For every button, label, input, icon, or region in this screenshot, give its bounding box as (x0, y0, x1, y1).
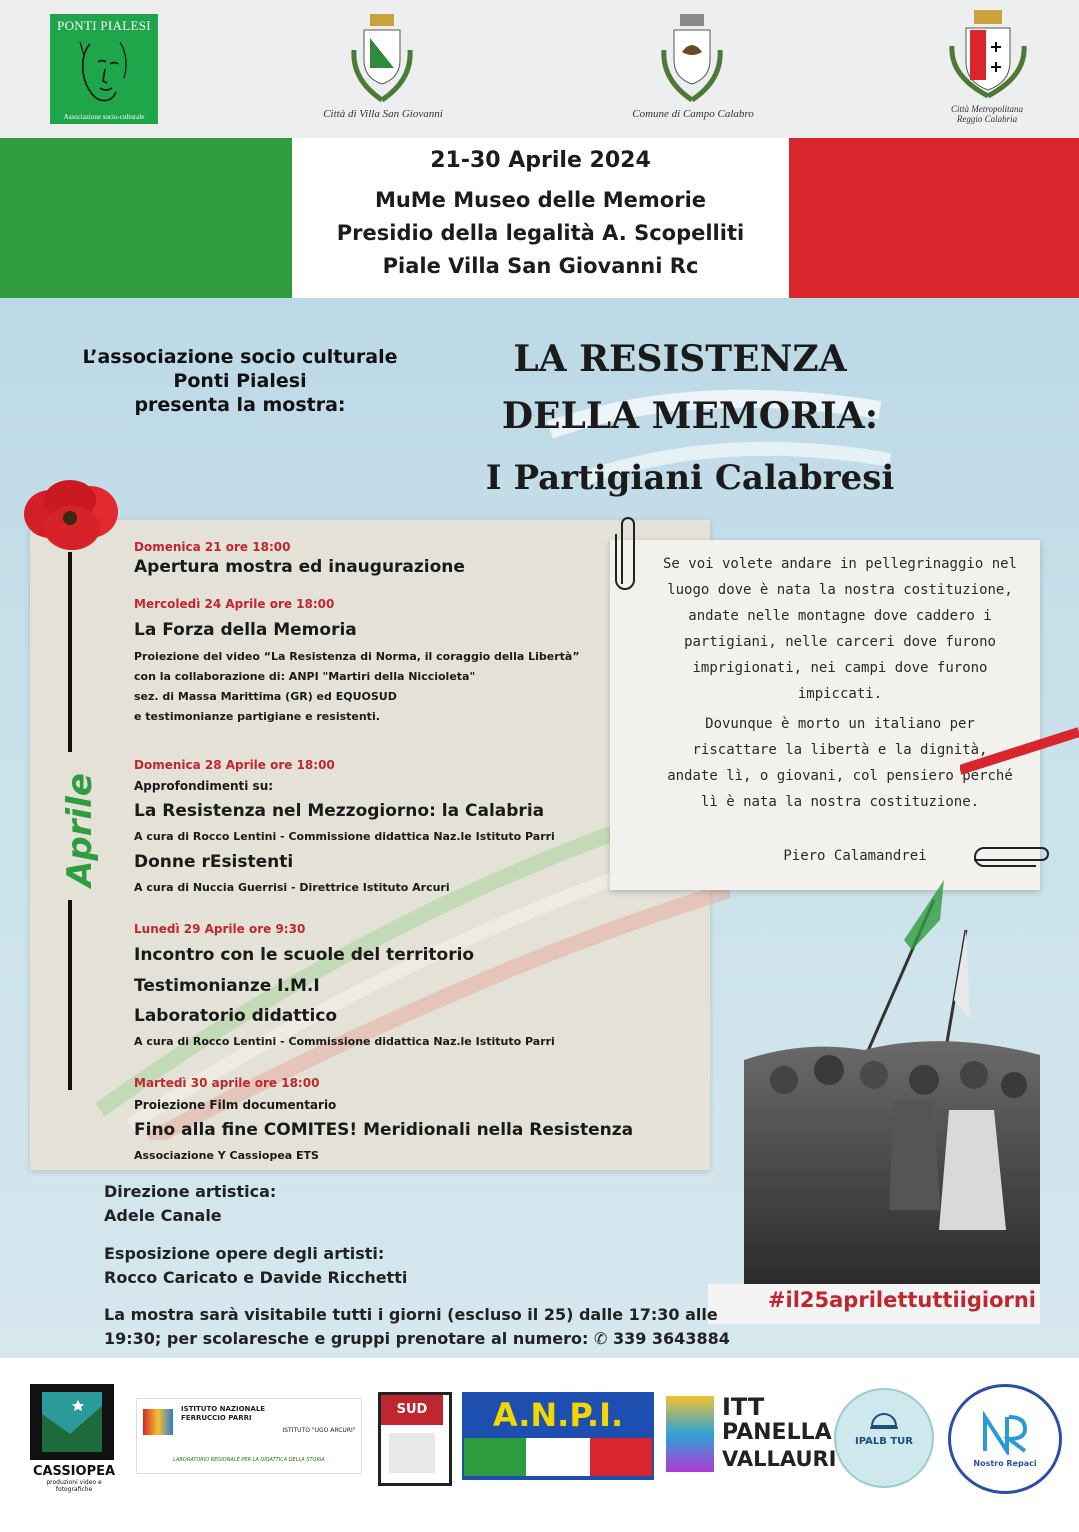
istituto-repaci-logo (948, 1384, 1062, 1494)
timeline-bar-top (68, 552, 72, 752)
visiting-info-line2: 19:30; per scolaresche e gruppi prenotare al numero: ✆ 339 3643884 (104, 1329, 730, 1348)
anpi-logo (462, 1392, 654, 1480)
intro-line1: L’associazione socio culturale (82, 346, 398, 368)
event3-curator2: A cura di Nuccia Guerrisi - Direttrice Istituto Arcuri (134, 881, 450, 894)
banner-dates: 21-30 Aprile 2024 (430, 148, 651, 173)
anpi-name: A.N.P.I. (492, 1396, 624, 1434)
intro-text (60, 345, 420, 417)
parri-mosaic-icon (143, 1409, 173, 1435)
reggio-calabria-crest-icon (940, 8, 1036, 102)
arcuri-name: ISTITUTO "UGO ARCURI" (282, 1427, 356, 1434)
quote-line10: lì è nata la nostra costituzione. (700, 794, 980, 810)
quote-line1: Se voi volete andare in pellegrinaggio nel (662, 556, 1017, 572)
hashtag-text: #il25aprilettuttiigiorni (767, 1288, 1036, 1312)
itt-panella: PANELLA (722, 1420, 832, 1445)
quote-line6: impiccati. (797, 686, 883, 702)
artists-label: Esposizione opere degli artisti: (104, 1244, 385, 1263)
event2-detail4: e testimonianze partigiane e resistenti. (134, 710, 380, 723)
crest3-caption-1: Città Metropolitana (951, 104, 1023, 114)
face-sketch-icon (50, 34, 158, 114)
event1-date: Domenica 21 ore 18:00 (134, 540, 291, 554)
event2-title: La Forza della Memoria (134, 620, 357, 640)
parri-name: ISTITUTO NAZIONALE FERRUCCIO PARRI (181, 1405, 266, 1422)
title-line3: I Partigiani Calabresi (485, 458, 895, 498)
event2-detail3: sez. di Massa Marittima (GR) ed EQUOSUD (134, 690, 397, 703)
header-logos (0, 0, 1079, 138)
event3-intro: Approfondimenti su: (134, 779, 274, 793)
equosud-mark-icon (389, 1433, 435, 1473)
timeline-month-label: Aprile (60, 773, 100, 887)
anpi-flag-green (464, 1438, 526, 1476)
parri-arcuri-logo (136, 1398, 362, 1474)
event3-title2: Donne rEsistenti (134, 852, 294, 872)
ponti-logo-name: PONTI PIALESI (57, 18, 151, 33)
quote-line8: riscattare la libertà e la dignità, (692, 742, 988, 758)
timeline-bar-bottom (68, 900, 72, 1090)
parri-lab-subtitle: LABORATORIO REGIONALE PER LA DIDATTICA DELLA STORIA (173, 1457, 325, 1463)
event4-title3: Laboratorio didattico (134, 1006, 338, 1026)
event4-curator: A cura di Rocco Lentini - Commissione didattica Naz.le Istituto Parri (134, 1035, 555, 1048)
banner-venue-line1: MuMe Museo delle Memorie (374, 188, 707, 212)
visiting-info-line1: La mostra sarà visitabile tutti i giorni (escluso il 25) dalle 17:30 alle (104, 1305, 718, 1324)
villa-san-giovanni-crest-icon (346, 10, 418, 106)
ipalb-tur-logo (834, 1388, 934, 1488)
ponti-pialesi-logo (50, 14, 158, 124)
cassiopea-logo (30, 1384, 114, 1460)
event2-detail1: Proiezione del video “La Resistenza di Norma, il coraggio della Libertà” (134, 650, 580, 663)
cassiopea-name: CASSIOPEA (32, 1464, 116, 1479)
campo-calabro-crest-icon (656, 12, 728, 106)
paperclip-icon (614, 514, 640, 594)
event3-title1: La Resistenza nel Mezzogiorno: la Calabria (134, 801, 545, 821)
event4-date: Lunedì 29 Aprile ore 9:30 (134, 922, 306, 936)
artistic-director-label: Direzione artistica: (104, 1182, 277, 1201)
artistic-director-name: Adele Canale (104, 1206, 222, 1225)
nr-monogram-icon (979, 1411, 1031, 1455)
repaci-name: Nostro Repaci (973, 1459, 1037, 1468)
partisans-crowd-photo (744, 880, 1040, 1290)
event5-organizer: Associazione Y Cassiopea ETS (134, 1149, 319, 1162)
event4-title2: Testimonianze I.M.I (134, 976, 320, 996)
quote-line9: andate lì, o giovani, col pensiero perché (667, 768, 1013, 784)
poppy-flower-icon (20, 478, 124, 558)
event5-title: Fino alla fine COMITES! Meridionali nella Resistenza (134, 1120, 634, 1140)
ponti-logo-tagline: Associazione socio-culturale (63, 113, 145, 121)
flag-green (0, 138, 292, 298)
quote-line7: Dovunque è morto un italiano per (705, 716, 975, 732)
event5-date: Martedì 30 aprile ore 18:00 (134, 1076, 320, 1090)
itt-vallauri: VALLAURI (722, 1447, 837, 1471)
cassiopea-tagline: produzioni video e fotografiche (46, 1479, 102, 1493)
flag-banner (0, 138, 1079, 298)
itt-label: ITT (722, 1393, 765, 1421)
anpi-flag-white (526, 1438, 590, 1476)
title-line2: DELLA MEMORIA: (501, 395, 879, 437)
quote-line3: andate nelle montagne dove caddero i (688, 608, 992, 624)
quote-line5: imprigionati, nei campi dove furono (692, 660, 988, 676)
ipalb-name: IPALB TUR (855, 1436, 913, 1447)
quote-line2: luogo dove è nata la nostra costituzione, (667, 582, 1013, 598)
event3-curator1: A cura di Rocco Lentini - Commissione didattica Naz.le Istituto Parri (134, 830, 555, 843)
quote-author: Piero Calamandrei (783, 848, 927, 864)
film-strip-icon (30, 1384, 114, 1460)
itt-squares-icon (666, 1396, 714, 1472)
event3-date: Domenica 28 Aprile ore 18:00 (134, 758, 335, 772)
intro-line2: Ponti Pialesi (173, 370, 307, 392)
red-streak-decoration (960, 720, 1079, 780)
equosud-name: SUD (381, 1395, 443, 1425)
intro-line3: presenta la mostra: (134, 394, 346, 416)
crest3-caption-2: Reggio Calabria (956, 114, 1018, 124)
event4-title1: Incontro con le scuole del territorio (134, 945, 475, 965)
itt-panella-vallauri-logo (666, 1393, 837, 1478)
crest2-caption: Comune di Campo Calabro (632, 108, 754, 120)
banner-venue-line3: Piale Villa San Giovanni Rc (382, 254, 699, 278)
event2-date: Mercoledì 24 Aprile ore 18:00 (134, 597, 335, 611)
anpi-flag-red (590, 1438, 652, 1476)
event1-title: Apertura mostra ed inaugurazione (134, 557, 465, 577)
crest1-caption: Città di Villa San Giovanni (323, 108, 443, 120)
equosud-logo (378, 1392, 452, 1486)
event5-intro: Proiezione Film documentario (134, 1098, 337, 1112)
quote-line4: partigiani, nelle carceri dove furono (684, 634, 996, 650)
title-line1: LA RESISTENZA (513, 338, 847, 380)
artists-names: Rocco Caricato e Davide Ricchetti (104, 1268, 408, 1287)
hotel-bell-icon (868, 1404, 900, 1430)
flag-red (789, 138, 1079, 298)
banner-venue-line2: Presidio della legalità A. Scopelliti (336, 221, 745, 245)
event2-detail2: con la collaborazione di: ANPI "Martiri della Niccioleta" (134, 670, 476, 683)
